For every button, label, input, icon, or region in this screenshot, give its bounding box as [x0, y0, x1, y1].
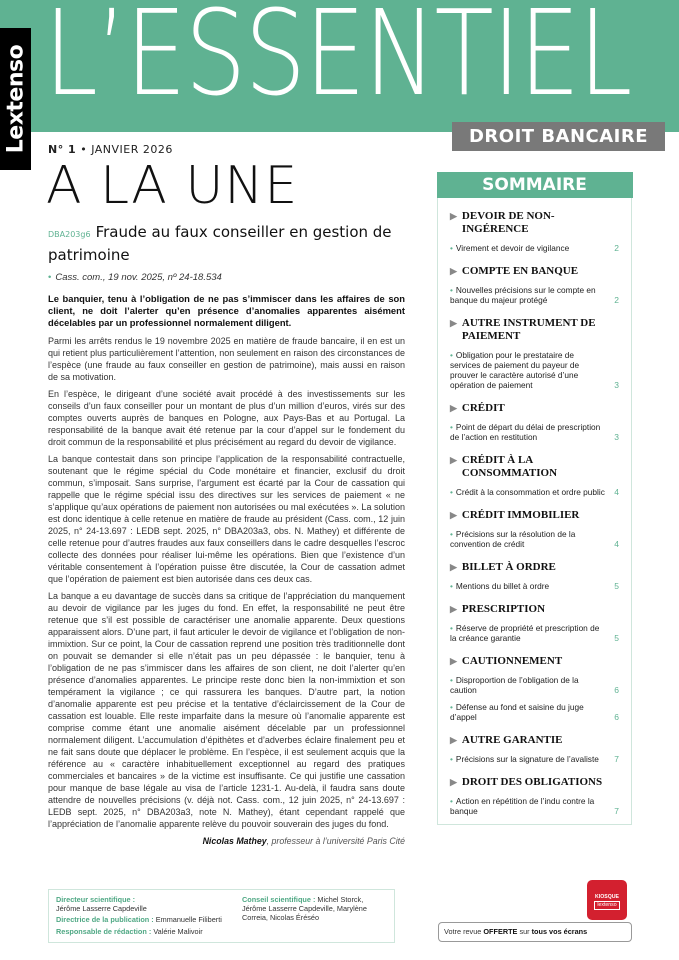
- triangle-right-icon: ▶: [450, 735, 457, 745]
- item-title: • Nouvelles précisions sur le compte en banque du majeur protégé: [450, 285, 614, 305]
- kiosk-text: sur: [517, 927, 532, 936]
- triangle-right-icon: ▶: [450, 510, 457, 520]
- sommaire-section-heading[interactable]: [450, 402, 619, 415]
- article-code: DBA203g6: [48, 230, 91, 239]
- triangle-right-icon: ▶: [450, 562, 457, 572]
- article-body: [48, 335, 405, 830]
- kiosk-screens: tous vos écrans: [531, 927, 588, 936]
- item-page: 6: [614, 712, 619, 722]
- masthead-title: L’ESSENTIEL: [44, 0, 631, 122]
- sommaire-item[interactable]: [450, 350, 619, 390]
- sommaire-item[interactable]: [450, 675, 619, 695]
- heading-text: CRÉDIT IMMOBILIER: [461, 509, 580, 521]
- sommaire-item[interactable]: [450, 702, 619, 722]
- value: Valérie Malivoir: [151, 926, 203, 936]
- issue-date: JANVIER 2026: [91, 143, 173, 156]
- heading-text: DROIT DES OBLIGATIONS: [461, 776, 603, 788]
- label: Directrice de la publication :: [56, 915, 154, 925]
- paragraph: En l’espèce, le dirigeant d’une société avait procédé à des investissements sur les conseils d’un faux conseiller pour un montant de plus d’un million d’euros, virés sur des comptes ouverts auprès de banques en Pologne, aux Pays-Bas et au Portugal. La responsabilité de la banque avait été retenue par la cour d’appel sur le fondement du droit commun de la responsabilité et plus précisément au regard du devoir de vigilance.: [48, 388, 405, 447]
- item-title: • Action en répétition de l’indu contre la banque: [450, 796, 614, 816]
- sommaire-item[interactable]: [450, 529, 619, 549]
- heading-text: BILLET À ORDRE: [461, 561, 556, 573]
- item-page: 2: [614, 295, 619, 305]
- article-title-block: [48, 222, 405, 266]
- item-title: • Disproportion de l’obligation de la caution: [450, 675, 614, 695]
- author-signature: [48, 836, 405, 846]
- heading-text: AUTRE GARANTIE: [461, 734, 563, 746]
- triangle-right-icon: ▶: [450, 777, 457, 787]
- item-page: 3: [614, 380, 619, 390]
- sommaire-section-heading[interactable]: [450, 603, 619, 616]
- kiosk-link[interactable]: [438, 922, 632, 942]
- sommaire-list: [438, 198, 631, 816]
- label: Directeur scientifique :: [56, 895, 136, 904]
- issue-info: N° 1 • JANVIER 2026: [48, 143, 173, 156]
- sommaire-section-heading[interactable]: [450, 210, 619, 236]
- kiosque-logo-bottom: lextenso: [594, 901, 619, 910]
- sommaire-panel: [437, 172, 632, 825]
- triangle-right-icon: ▶: [450, 266, 457, 276]
- kiosk-text: Votre revue: [444, 927, 484, 936]
- sommaire-item[interactable]: [450, 581, 619, 591]
- heading-text: COMPTE EN BANQUE: [461, 265, 579, 277]
- item-page: 6: [614, 685, 619, 695]
- item-page: 3: [614, 432, 619, 442]
- credit-council: [242, 895, 387, 937]
- sommaire-section-heading[interactable]: [450, 454, 619, 480]
- sommaire-section-heading[interactable]: [450, 776, 619, 789]
- credit-director: [56, 895, 234, 913]
- paragraph: La banque a eu davantage de succès dans sa critique de l’appréciation du manquement au devoir de vigilance par les juges du fond. En effet, la responsabilité ne peut être retenue que s’il est possible de caractériser une anomalie apparente. Deux questions apparaissent alors. D’une part, il faut articuler le devoir de vigilance et l’obligation de non-immixtion. Sur ce point, la Cour de cassation reprend une position très traditionnelle dont on pouvait se demander si elle n’était pas un peu dépassée : le banquier, tenu à l’obligation de ne pas s’immiscer dans les affaires de son client, ne doit l’alerter qu’en présence d’anomalies apparentes. Le principe reste donc bien la non-immixtion et son tempérament la vigilance ; ce qui rassurera les banques. D’autre part, la notion d’anomalie apparente est peu précise et la tentative d’éclaircissement de la Cour de cassation est louable. Elle reste imparfaite dans la mesure où l’anomalie apparente est comprise comme étant une anomalie aisément décelable par un professionnel normalement diligent. L’accumulation d’épithètes et d’adverbes éclaire finalement peu et ne fait sans doute que déplacer le problème. En l’espèce, il est seulement acquis que la référence au « caractère inhabituellement exceptionnel au regard des pratiques commerciales et bancaires » de la victime est insuffisante. Ce qui justifie une cassation pour manque de base légale au visa de l’article 1231-1. Au-delà, il faudra sans doute attendre de nouvelles précisions (v. déjà not. Cass. com., 12 juin 2025, n° 24-13.697 : LEDB sept. 2025, n° DBA203a3, note N. Mathey), étant cependant rappelé que l’appréciation de l’anomalie apparente relève du pouvoir souverain des juges du fond.: [48, 590, 405, 829]
- item-title: • Réserve de propriété et prescription de la créance garantie: [450, 623, 614, 643]
- kiosque-logo[interactable]: [587, 880, 627, 920]
- triangle-right-icon: ▶: [450, 656, 457, 666]
- article: [48, 222, 405, 846]
- bullet-icon: •: [48, 272, 52, 283]
- value: Jérôme Lasserre Capdeville: [56, 904, 147, 914]
- item-title: • Virement et devoir de vigilance: [450, 243, 614, 253]
- credit-publisher: [56, 915, 234, 924]
- item-page: 5: [614, 581, 619, 591]
- value: Emmanuelle Filiberti: [153, 915, 222, 925]
- item-page: 4: [614, 539, 619, 549]
- sommaire-item[interactable]: [450, 487, 619, 497]
- sommaire-item[interactable]: [450, 796, 619, 816]
- article-title: Fraude au faux conseiller en gestion de patrimoine: [48, 223, 392, 264]
- item-page: 5: [614, 633, 619, 643]
- article-reference: [48, 272, 405, 283]
- credits-box: [48, 889, 395, 943]
- brand-logo: [0, 28, 31, 170]
- heading-text: PRESCRIPTION: [461, 603, 546, 615]
- triangle-right-icon: ▶: [450, 211, 457, 221]
- masthead-banner: [0, 0, 679, 132]
- item-title: • Défense au fond et saisine du juge d’appel: [450, 702, 614, 722]
- triangle-right-icon: ▶: [450, 403, 457, 413]
- sommaire-item[interactable]: [450, 422, 619, 442]
- sommaire-item[interactable]: [450, 243, 619, 253]
- item-title: • Précisions sur la signature de l’avaliste: [450, 754, 614, 764]
- author-name: Nicolas Mathey: [202, 835, 267, 846]
- heading-text: DEVOIR DE NON-INGÉRENCE: [461, 210, 555, 235]
- heading-text: CAUTIONNEMENT: [461, 655, 563, 667]
- heading-text: CRÉDIT À LA CONSOMMATION: [461, 454, 558, 479]
- credits-left: [56, 895, 234, 937]
- triangle-right-icon: ▶: [450, 455, 457, 465]
- item-title: • Obligation pour le prestataire de services de paiement du payeur de prouver le caractère autorisé d’une opération de paiement: [450, 350, 614, 390]
- issue-number: N° 1: [48, 143, 77, 156]
- kiosk-offer: OFFERTE: [483, 927, 518, 936]
- brand-logo-text: Lextenso: [3, 44, 28, 154]
- author-title: , professeur à l’université Paris Cité: [266, 835, 405, 846]
- item-title: • Mentions du billet à ordre: [450, 581, 614, 591]
- item-page: 7: [614, 806, 619, 816]
- subject-label: DROIT BANCAIRE: [452, 122, 665, 151]
- triangle-right-icon: ▶: [450, 604, 457, 614]
- sommaire-item[interactable]: [450, 623, 619, 643]
- sommaire-section-heading[interactable]: [450, 265, 619, 278]
- paragraph: La banque contestait dans son principe l’application de la responsabilité contractuelle, soutenant que le régime spécial du Code monétaire et financier, exclusif du droit commun, s’imposait. Sans surprise, l’argument est écarté par la Cour de cassation qui rappelle que le régime spécial issu des directives sur les services de paiement « ne s’applique qu’aux opérations de paiement non autorisées ou mal exécutées ». La solution est donc identique à celle retenue en matière de fraude au président (Cass. com., 12 juin 2025, n° 24-13.697 : LEDB sept. 2025, n° DBA203a3, obs. N. Mathey) et différente de celle retenue pour d’autres fraudes aux faux conseillers dans le cadre desquelles l’escroc collecte des données pour réaliser lui-même les opérations. Bien que l’existence d’un véritable consentement à l’opération puisse être discutée, la Cour de cassation admet que l’opération de paiement est bien autorisée dans ces deux cas.: [48, 453, 405, 584]
- sommaire-item[interactable]: [450, 754, 619, 764]
- item-page: 4: [614, 487, 619, 497]
- item-title: • Précisions sur la résolution de la convention de crédit: [450, 529, 614, 549]
- item-page: 2: [614, 243, 619, 253]
- label: Conseil scientifique :: [242, 895, 316, 904]
- sommaire-section-heading[interactable]: [450, 509, 619, 522]
- sommaire-section-heading[interactable]: [450, 561, 619, 574]
- heading-text: AUTRE INSTRUMENT DE PAIEMENT: [461, 317, 596, 342]
- sommaire-section-heading[interactable]: [450, 655, 619, 668]
- label: Responsable de rédaction :: [56, 926, 152, 936]
- item-page: 7: [614, 754, 619, 764]
- reference-text: Cass. com., 19 nov. 2025, nº 24-18.534: [55, 272, 222, 283]
- credit-editor: [56, 927, 234, 936]
- section-title: A LA UNE: [46, 156, 299, 216]
- sommaire-section-heading[interactable]: [450, 317, 619, 343]
- article-lead: Le banquier, tenu à l’obligation de ne pas s’immiscer dans les affaires de son client, ne doit l’alerter qu’en présence d’anomalies apparentes aisément décelables par un professionnel normalement diligent.: [48, 293, 405, 329]
- triangle-right-icon: ▶: [450, 318, 457, 328]
- item-title: • Crédit à la consommation et ordre public: [450, 487, 614, 497]
- paragraph: Parmi les arrêts rendus le 19 novembre 2025 en matière de fraude bancaire, il en est un qui retient plus particulièrement l’attention, non seulement en raison des circonstances de l’espèce (une fraude au faux conseiller en gestion de patrimoine), mais aussi en raison de sa motivation.: [48, 335, 405, 382]
- heading-text: CRÉDIT: [461, 402, 505, 414]
- item-title: • Point de départ du délai de prescription de l’action en restitution: [450, 422, 614, 442]
- sommaire-section-heading[interactable]: [450, 734, 619, 747]
- sommaire-title: SOMMAIRE: [437, 172, 633, 198]
- value: Michel Storck, Jérôme Lasserre Capdeville, Marylène Correia, Nicolas Éréséo: [242, 895, 367, 923]
- sommaire-item[interactable]: [450, 285, 619, 305]
- kiosque-logo-top: KIOSQUE: [595, 894, 619, 900]
